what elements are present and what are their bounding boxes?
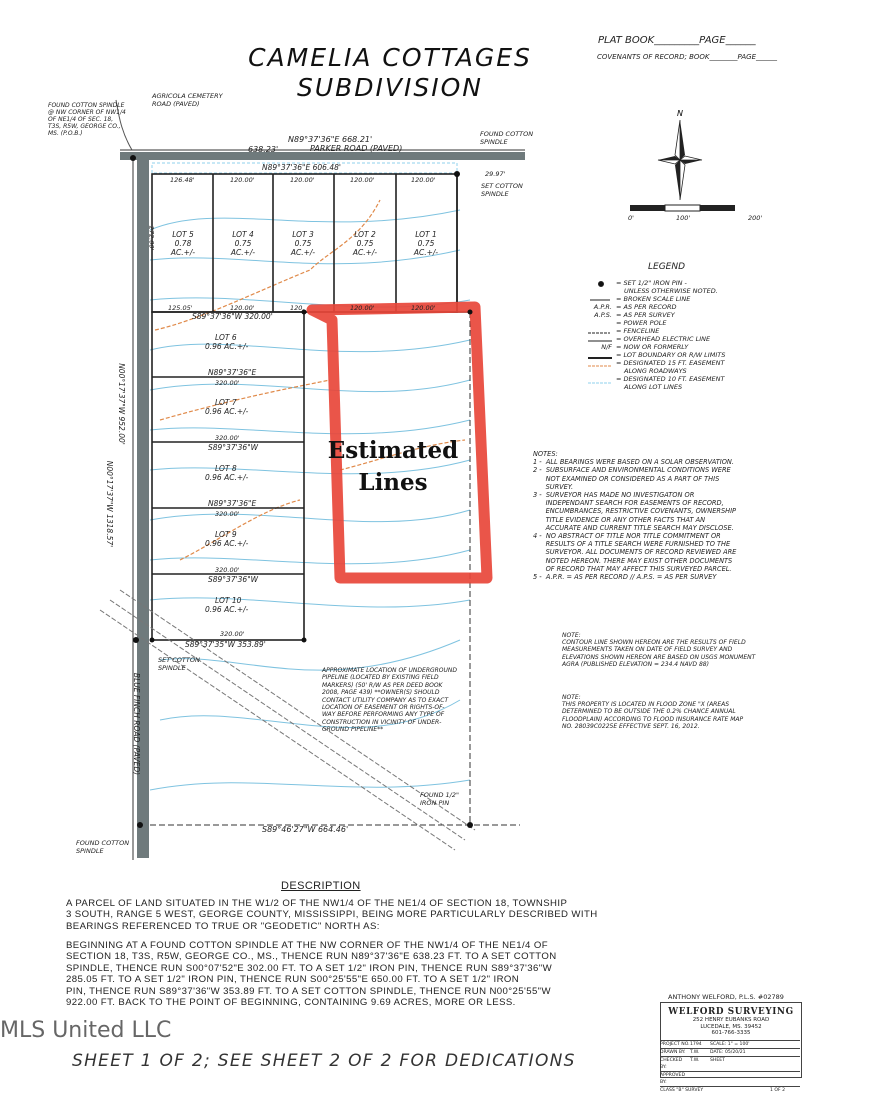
legend-list bbox=[566, 279, 725, 391]
distance-2997: 29.97' bbox=[485, 170, 506, 178]
blue-finch-road-label: BLUE FINCH ROAD (PAVED) bbox=[132, 672, 142, 776]
lot-8-bearing: N89°37'36"E bbox=[208, 499, 257, 508]
sheet-line: SHEET 1 OF 2; SEE SHEET 2 OF 2 FOR DEDICATIONS bbox=[72, 1051, 576, 1071]
lot-4: LOT 4 0.75 AC.+/- bbox=[230, 230, 256, 257]
lot-7-bearing: S89°37'36"W bbox=[208, 443, 259, 452]
legend-item: = DESIGNATED 10 FT. EASEMENT bbox=[616, 375, 725, 383]
lot-9-dist: 320.00' bbox=[215, 566, 240, 574]
set-spindle-ne-callout: SET COTTON SPINDLE bbox=[481, 182, 523, 198]
notes: NOTES: 1 - ALL BEARINGS WERE BASED ON A SOLAR OBSERVATION. 2 - SUBSURFACE AND ENVIRONMENTAL CONDITIONS WERE NOT EXAMINED OR CONSIDERED AS A PART OF THIS SURVEY. 3 - SURVEYOR HAS MADE NO INVESTIGATON OR INDEPENDANT SEARCH FOR EASEMENTS OF RECORD, ENCUMBRANCES, RESTRICTIVE COVENANTS, OWNERSHIP TITLE EVIDENCE OR ANY OTHER FACTS THAT AN ACCURATE AND CURRENT TITLE SEARCH MAY DISCLOSE. 4 - NO ABSTRACT OF TITLE NOR TITLE COMMITMENT OR RESULTS OF A TITLE SEARCH WERE FURNISHED TO THE SURVEYOR. ALL DOCUMENTS OF RECORD REVIEWED ARE NOTED HEREON. THERE MAY EXIST OTHER DOCUMENTS OF RECORD THAT MAY AFFECT THIS SURVEYED PARCEL. 5 - A.P.R. = AS PER RECORD // A.P.S. = AS PER SURVEY bbox=[533, 450, 737, 582]
description-para-1: A PARCEL OF LAND SITUATED IN THE W1/2 OF THE NW1/4 OF THE NE1/4 OF SECTION 18, TOWNSHIP 3 SOUTH, RANGE 5 WEST, GEORGE COUNTY, MISSISSIPPI, BEING MORE PARTICULARLY DESCRIBED WITH BEARINGS REFERENCED TO TRUE OR "GEODETIC" NORTH AS: bbox=[66, 898, 598, 932]
bot-front-1: 125.05' bbox=[168, 304, 193, 312]
top-front-3: 120.00' bbox=[290, 176, 315, 184]
lot-10-bearing: S89°37'35"W 353.89' bbox=[185, 640, 266, 649]
found-spindle-nw-callout: FOUND COTTON SPINDLE @ NW CORNER OF NW1/4 OF NE1/4 OF SEC. 18, T3S, R5W, GEORGE CO., MS. (P.O.B.) bbox=[48, 102, 126, 137]
lot-9-bearing: S89°37'36"W bbox=[208, 575, 259, 584]
west-inner-bearing: N00°17'37"W 952.00' bbox=[116, 363, 126, 445]
agricola-callout: AGRICOLA CEMETERY ROAD (PAVED) bbox=[152, 92, 223, 108]
description-para-2: BEGINNING AT A FOUND COTTON SPINDLE AT THE NW CORNER OF THE NW1/4 OF THE NE1/4 OF SECTION 18, T3S, R5W, GEORGE CO., MS., THENCE RUN N89°37'36"E 638.23 FT. TO A SET COTTON SPINDLE, THENCE RUN S00°07'52"E 302.00 FT. TO A SET 1/2" IRON PIN, THENCE RUN S89°37'36"W 285.05 FT. TO A SET 1/2" IRON PIN, THENCE RUN S00°25'55"E 650.00 FT. TO A SET 1/2" IRON PIN, THENCE RUN S89°37'36"W 353.89 FT. TO A SET COTTON SPINDLE, THENCE RUN N00°25'55"W 922.00 FT. BACK TO THE POINT OF BEGINNING, CONTAINING 9.69 ACRES, MORE OR LESS. bbox=[66, 940, 557, 1009]
table-row: DRAWN BY: T.W. DATE: 05/20/21 bbox=[660, 1048, 800, 1056]
covenants-label: COVENANTS OF RECORD; BOOK________PAGE______ bbox=[597, 53, 778, 61]
north-distance: 638.23' bbox=[248, 145, 279, 154]
firm-phone: 601-766-3335 bbox=[711, 1030, 751, 1036]
found-pin-callout: FOUND 1/2" IRON PIN bbox=[420, 791, 459, 807]
lot-depth-272: 272.00' bbox=[147, 225, 156, 251]
west-outer-bearing: N00°17'37"W 1318.57' bbox=[105, 460, 115, 548]
firm-address-1: 252 HENRY EUBANKS ROAD bbox=[692, 1017, 770, 1023]
table-row: APPROVED BY: bbox=[660, 1071, 800, 1086]
lot-8: LOT 8 0.96 AC.+/- bbox=[205, 464, 249, 482]
title-block-table bbox=[660, 1040, 800, 1094]
legend-item: = POWER POLE bbox=[616, 319, 667, 327]
lot-3: LOT 3 0.75 AC.+/- bbox=[290, 230, 316, 257]
north-inner-bearing: N89°37'36"E 606.48' bbox=[262, 163, 341, 172]
plat-book-label: PLAT BOOK_________PAGE______ bbox=[598, 35, 756, 46]
scale-0: 0' bbox=[628, 214, 634, 222]
legend-item: N/F = NOW OR FORMERLY bbox=[601, 343, 689, 351]
bot-front-2: 120.00' bbox=[230, 304, 255, 312]
firm-name: WELFORD SURVEYING bbox=[668, 1007, 794, 1017]
firm-address-2: LUCEDALE, MS. 39452 bbox=[700, 1023, 762, 1030]
lot-7: LOT 7 0.96 AC.+/- bbox=[205, 398, 249, 416]
watermark: MLS United LLC bbox=[0, 1018, 172, 1043]
legend-item: = BROKEN SCALE LINE bbox=[616, 295, 691, 303]
bot-front-5: 120.00' bbox=[411, 304, 436, 312]
top-front-5: 120.00' bbox=[411, 176, 436, 184]
surveyor-name: ANTHONY WELFORD, P.L.S. #02789 bbox=[668, 993, 784, 1001]
south-bearing: S89°46'27"W 664.46' bbox=[262, 825, 349, 834]
title-line-1: CAMELIA COTTAGES bbox=[248, 43, 532, 72]
scale-100: 100' bbox=[676, 214, 691, 222]
bot-front-3: 120. bbox=[290, 304, 305, 312]
bot-front-4: 120.00' bbox=[350, 304, 375, 312]
lot-6-dist: 320.00' bbox=[215, 379, 240, 387]
lot-2: LOT 2 0.75 AC.+/- bbox=[352, 230, 378, 257]
north-arrow-icon bbox=[658, 109, 702, 200]
lot-6: LOT 6 0.96 AC.+/- bbox=[205, 333, 249, 351]
parker-road bbox=[120, 152, 525, 160]
table-row: PROJECT NO. 1794 SCALE: 1" = 100' bbox=[660, 1040, 800, 1048]
legend-item: A.P.S. = AS PER SURVEY bbox=[594, 311, 675, 319]
legend-item: = LOT BOUNDARY OR R/W LIMITS bbox=[616, 351, 726, 359]
legend-item: UNLESS OTHERWISE NOTED. bbox=[624, 287, 718, 295]
scale-200: 200' bbox=[748, 214, 763, 222]
top-front-1: 126.48' bbox=[170, 176, 195, 184]
title-line-2: SUBDIVISION bbox=[296, 73, 484, 102]
note-flood: NOTE: THIS PROPERTY IS LOCATED IN FLOOD ZONE "X (AREAS DETERMINED TO BE OUTSIDE THE 0.2% CHANCE ANNUAL FLOODPLAIN) ACCORDING TO FLOOD INSURANCE RATE MAP NO. 28039C0225E EFFECTIVE SEPT. 16, 2012. bbox=[562, 694, 744, 730]
pipeline-callout: APPROXIMATE LOCATION OF UNDERGROUND PIPELINE (LOCATED BY EXISTING FIELD MARKERS) (50' R/W AS PER DEED BOOK 2008, PAGE 439) **OWNER(S) SHOULD CONTACT UTILITY COMPANY AS TO EXACT LOCATION OF EASEMENT OR RIGHTS-OF- WAY BEFORE PERFORMING ANY TYPE OF CONSTRUCTION IN VICINITY OF UNDER- GROUND PIPELINE** bbox=[322, 667, 458, 734]
lot-8-dist: 320.00' bbox=[215, 510, 240, 518]
top-front-2: 120.00' bbox=[230, 176, 255, 184]
legend-item: = DESIGNATED 15 FT. EASEMENT bbox=[616, 359, 725, 367]
svg-text:N: N bbox=[677, 109, 683, 118]
lot-10: LOT 10 0.96 AC.+/- bbox=[205, 596, 249, 614]
legend-item: ALONG ROADWAYS bbox=[624, 367, 687, 375]
legend-item: A.P.R. = AS PER RECORD bbox=[593, 303, 677, 311]
lots-south-bearing: S89°37'36"W 320.00' bbox=[192, 312, 273, 321]
table-row: CHECKED BY: T.W. SHEET bbox=[660, 1056, 800, 1071]
scale-bar bbox=[630, 205, 735, 211]
found-spindle-sw-callout: FOUND COTTON SPINDLE bbox=[76, 839, 130, 855]
description-heading: DESCRIPTION bbox=[281, 880, 361, 892]
lot-9: LOT 9 0.96 AC.+/- bbox=[205, 530, 249, 548]
legend-item: ALONG LOT LINES bbox=[624, 383, 683, 391]
top-front-4: 120.00' bbox=[350, 176, 375, 184]
legend-item: = OVERHEAD ELECTRIC LINE bbox=[616, 335, 711, 343]
lot-7-dist: 320.00' bbox=[215, 434, 240, 442]
parker-road-label: PARKER ROAD (PAVED) bbox=[310, 144, 403, 153]
lot-5: LOT 5 0.78 AC.+/- bbox=[170, 230, 196, 257]
note-contour: NOTE: CONTOUR LINE SHOWN HEREON ARE THE RESULTS OF FIELD MEASUREMENTS TAKEN ON DATE OF FIELD SURVEY AND ELEVATIONS SHOWN HEREON ARE BASED ON USGS MONUMENT AGRA (PUBLISHED ELEVATION = 234.4 NAVD 88) bbox=[562, 632, 756, 668]
legend-item: = SET 1/2" IRON PIN - bbox=[616, 279, 687, 287]
lot-1: LOT 1 0.75 AC.+/- bbox=[413, 230, 439, 257]
legend-item: = FENCELINE bbox=[616, 327, 660, 335]
found-spindle-ne-callout: FOUND COTTON SPINDLE bbox=[480, 130, 534, 146]
lot-6-bearing: N89°37'36"E bbox=[208, 368, 257, 377]
north-bearing: N89°37'36"E 668.21' bbox=[288, 135, 373, 144]
legend-title: LEGEND bbox=[648, 262, 686, 272]
set-spindle-w-callout: SET COTTON SPINDLE bbox=[158, 656, 200, 672]
lot-10-dist: 320.00' bbox=[220, 630, 245, 638]
table-row: CLASS "B" SURVEY 1 OF 2 bbox=[660, 1086, 800, 1094]
estimated-lines-label: Estimated Lines bbox=[327, 437, 459, 496]
